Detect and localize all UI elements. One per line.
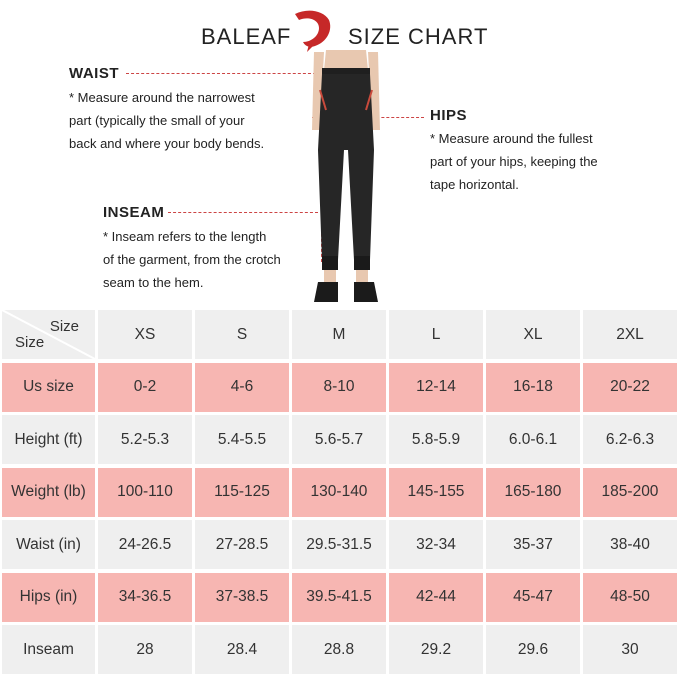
table-cell: 48-50 [583,573,677,622]
inseam-line-1: * Inseam refers to the length [103,229,267,244]
table-cell: 12-14 [389,363,483,412]
table-cell: 29.2 [389,625,483,674]
column-header-l: L [389,310,483,359]
table-cell: 6.0-6.1 [486,415,580,464]
table-cell: 27-28.5 [195,520,289,569]
corner-label-bottom: Size [15,334,45,351]
table-cell: 20-22 [583,363,677,412]
table-cell: 34-36.5 [98,573,192,622]
table-cell: 38-40 [583,520,677,569]
hips-line-2: part of your hips, keeping the [430,154,598,169]
column-header-xl: XL [486,310,580,359]
table-cell: 5.4-5.5 [195,415,289,464]
waist-title: WAIST [69,65,119,82]
table-cell: 28.8 [292,625,386,674]
hips-description [430,127,598,196]
table-cell: 5.6-5.7 [292,415,386,464]
table-cell: 4-6 [195,363,289,412]
waist-line-2: part (typically the small of your [69,113,245,128]
column-header-m: M [292,310,386,359]
row-label: Waist (in) [2,520,95,569]
column-header-xs: XS [98,310,192,359]
model-figure [296,50,396,308]
table-cell: 29.5-31.5 [292,520,386,569]
table-cell: 100-110 [98,468,192,517]
page-title: SIZE CHART [348,24,489,49]
table-cell: 5.2-5.3 [98,415,192,464]
table-cell: 6.2-6.3 [583,415,677,464]
row-label: Weight (lb) [2,468,95,517]
table-cell: 28.4 [195,625,289,674]
waist-line-3: back and where your body bends. [69,136,265,151]
corner-label-top: Size [49,318,79,335]
row-label: Height (ft) [2,415,95,464]
table-cell: 35-37 [486,520,580,569]
column-header-s: S [195,310,289,359]
table-corner [2,310,95,359]
table-cell: 185-200 [583,468,677,517]
table-cell: 0-2 [98,363,192,412]
hips-line-1: * Measure around the fullest [430,131,593,146]
brand-name: BALEAF [201,24,292,49]
size-table [0,308,679,679]
table-cell: 37-38.5 [195,573,289,622]
row-label: Hips (in) [2,573,95,622]
inseam-description [103,225,281,294]
table-cell: 24-26.5 [98,520,192,569]
table-cell: 145-155 [389,468,483,517]
table-cell: 5.8-5.9 [389,415,483,464]
column-header-2xl: 2XL [583,310,677,359]
table-cell: 29.6 [486,625,580,674]
inseam-line-2: of the garment, from the crotch [103,252,281,267]
table-cell: 28 [98,625,192,674]
table-cell: 42-44 [389,573,483,622]
table-cell: 16-18 [486,363,580,412]
table-cell: 165-180 [486,468,580,517]
table-cell: 30 [583,625,677,674]
baleaf-logo-icon [287,6,335,54]
inseam-line-3: seam to the hem. [103,275,204,290]
table-cell: 32-34 [389,520,483,569]
table-cell: 115-125 [195,468,289,517]
inseam-title: INSEAM [103,204,165,221]
table-cell: 45-47 [486,573,580,622]
row-label: Us size [2,363,95,412]
waist-line-1: * Measure around the narrowest [69,90,255,105]
row-label: Inseam [2,625,95,674]
hips-title: HIPS [430,107,468,124]
waist-guide-line [126,73,316,74]
table-cell: 130-140 [292,468,386,517]
table-cell: 39.5-41.5 [292,573,386,622]
waist-description [69,86,264,155]
table-cell: 8-10 [292,363,386,412]
hips-line-3: tape horizontal. [430,177,519,192]
